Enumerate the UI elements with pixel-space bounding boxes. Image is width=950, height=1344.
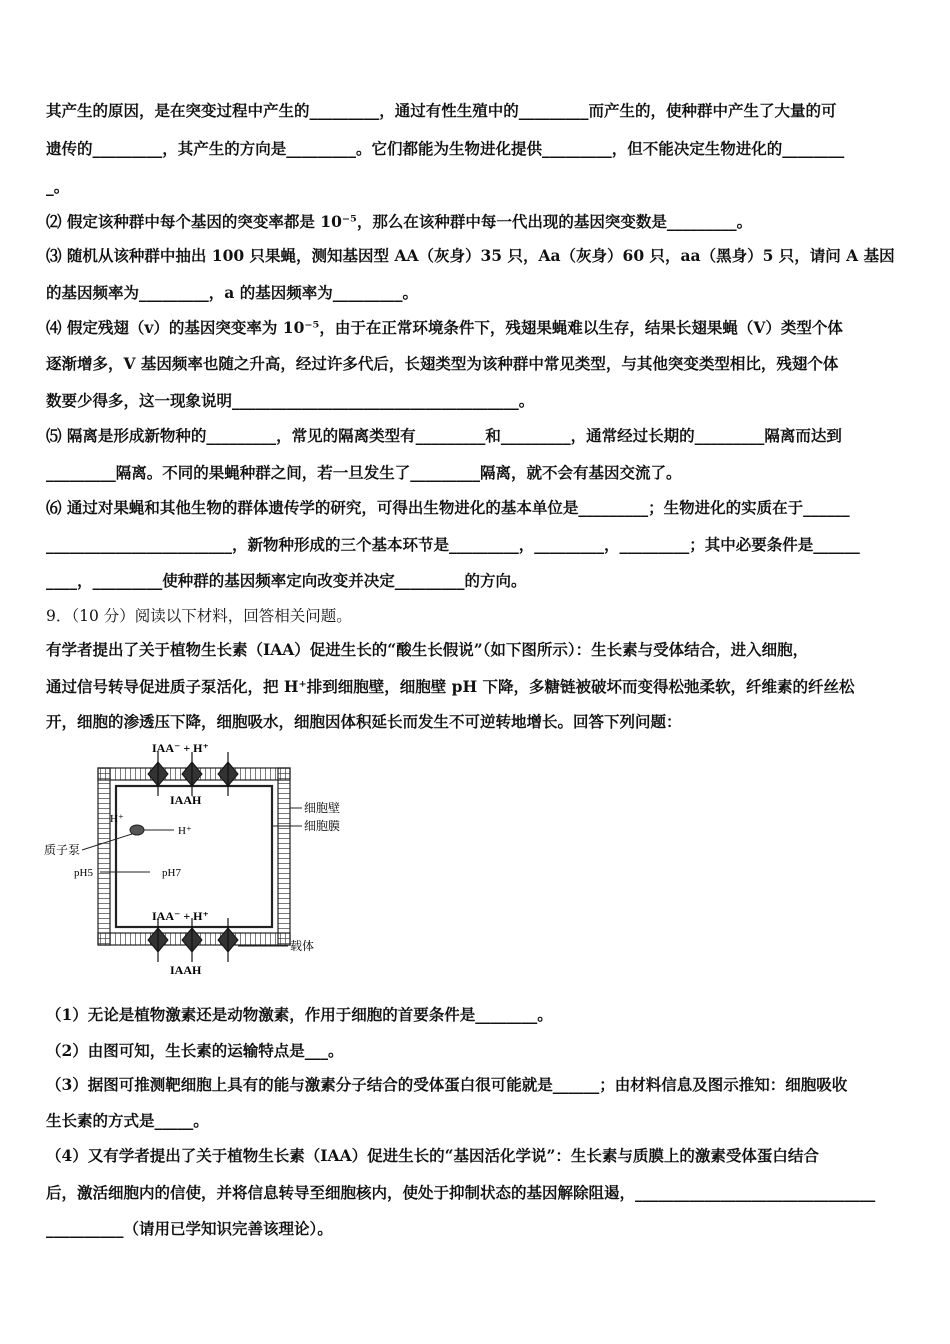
line-9: 数要少得多，这一现象说明_____________________________________。 <box>46 391 535 410</box>
line-1: 其产生的原因，是在突变过程中产生的_________，通过有性生殖中的_________而产生的，使种群中产生了大量的可 <box>46 101 837 120</box>
bottom-molecule-label: IAAH <box>170 963 202 977</box>
line-2: 遗传的_________，其产生的方向是_________。它们都能为生物进化提供_________，但不能决定生物进化的________ <box>46 139 845 158</box>
acid-growth-diagram <box>40 738 400 988</box>
question-4-line-3: __________（请用已学知识完善该理论）。 <box>46 1219 333 1238</box>
ph-outside-label: pH5 <box>74 867 93 879</box>
line-7: ⑷ 假定残翅（v）的基因突变率为 10⁻⁵，由于在正常环境条件下，残翅果蝇难以生存，结果长翅果蝇（V）类型个体 <box>46 318 843 337</box>
question-4-line-1: （4）又有学者提出了关于植物生长素（IAA）促进生长的“基因活化学说”：生长素与质膜上的激素受体蛋白结合 <box>46 1146 819 1165</box>
question-1: （1）无论是植物激素还是动物激素，作用于细胞的首要条件是________。 <box>46 1005 553 1024</box>
cell-membrane-label: 细胞膜 <box>304 819 341 833</box>
question-3-line-2: 生长素的方式是_____。 <box>46 1111 209 1130</box>
bottom-ion-label: IAA⁻ + H⁺ <box>152 909 209 923</box>
line-14: ____，_________使种群的基因频率定向改变并决定_________的方向。 <box>46 571 527 590</box>
line-3: _。 <box>46 177 70 196</box>
question-2: （2）由图可知，生长素的运输特点是___。 <box>46 1041 344 1060</box>
carrier-label: 载体 <box>290 939 315 953</box>
line-4: ⑵ 假定该种群中每个基因的突变率都是 10⁻⁵，那么在该种群中每一代出现的基因突变数是_________。 <box>46 212 753 231</box>
bottom-carriers <box>148 918 238 962</box>
ph-inside-label: pH7 <box>162 867 181 879</box>
line-12: ⑹ 通过对果蝇和其他生物的群体遗传学的研究，可得出生物进化的基本单位是_________；生物进化的实质在于______ <box>46 498 850 517</box>
top-molecule-label: IAAH <box>170 793 202 807</box>
line-6: 的基因频率为_________，a 的基因频率为_________。 <box>46 283 418 302</box>
proton-pump-icon <box>130 825 144 835</box>
h-plus-right-label: H⁺ <box>178 825 192 837</box>
question-4-line-2: 后，激活细胞内的信使，并将信息转导至细胞核内，使处于抑制状态的基因解除阻遏，_______________________________ <box>46 1183 876 1202</box>
question-9-heading: 9．（10 分）阅读以下材料，回答相关问题。 <box>46 607 352 625</box>
proton-pump-label: 质子泵 <box>44 843 81 857</box>
material-line-3: 开，细胞的渗透压下降，细胞吸水，细胞因体积延长而发生不可逆转地增长。回答下列问题： <box>46 712 682 731</box>
h-plus-left-label: H⁺ <box>110 813 124 825</box>
material-line-1: 有学者提出了关于植物生长素（IAA）促进生长的“酸生长假说”（如下图所示）：生长素与受体结合，进入细胞， <box>46 640 809 659</box>
line-8: 逐渐增多，V 基因频率也随之升高，经过许多代后，长翅类型为该种群中常见类型，与其他突变类型相比，残翅个体 <box>46 354 839 373</box>
line-10: ⑸ 隔离是形成新物种的_________，常见的隔离类型有_________和_________，通常经过长期的_________隔离而达到 <box>46 426 842 445</box>
question-3-line-1: （3）据图可推测靶细胞上具有的能与激素分子结合的受体蛋白很可能就是______；由材料信息及图示推知：细胞吸收 <box>46 1075 848 1094</box>
cell-membrane-outline <box>116 786 272 927</box>
material-line-2: 通过信号转导促进质子泵活化，把 H⁺排到细胞壁，细胞壁 pH 下降，多糖链被破坏而变得松弛柔软，纤维素的纤丝松 <box>46 677 855 696</box>
top-ion-label: IAA⁻ + H⁺ <box>152 741 209 755</box>
line-11: _________隔离。不同的果蝇种群之间，若一旦发生了_________隔离，就不会有基因交流了。 <box>46 463 682 482</box>
cell-wall-label: 细胞壁 <box>304 801 341 815</box>
line-13: ________________________，新物种形成的三个基本环节是_________，_________，_________；其中必要条件是______ <box>46 535 860 554</box>
top-carriers <box>148 752 238 796</box>
line-5: ⑶ 随机从该种群中抽出 100 只果蝇，测知基因型 AA（灰身）35 只，Aa（灰身）60 只，aa（黑身）5 只，请问 A 基因 <box>46 246 895 265</box>
